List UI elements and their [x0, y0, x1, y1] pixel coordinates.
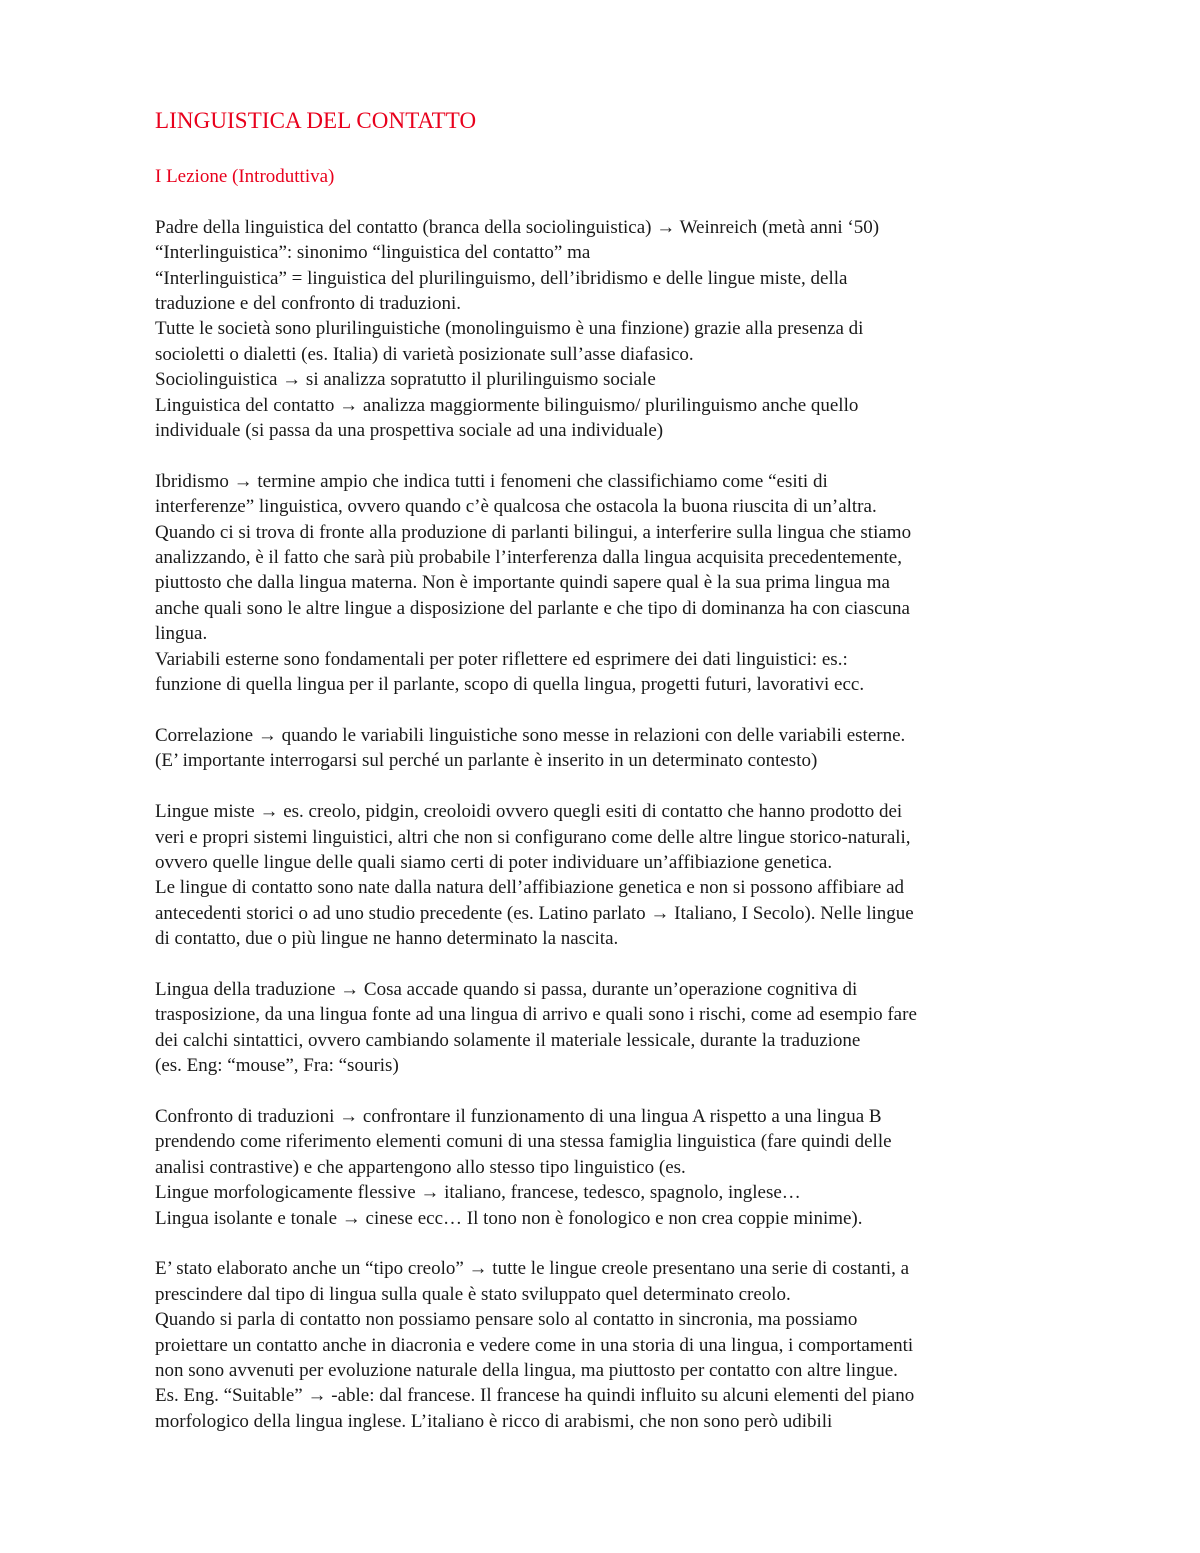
text-line: analisi contrastive) e che appartengono allo stesso tipo linguistico (es.	[155, 1156, 686, 1178]
text-line: Lingua della traduzione → Cosa accade quando si passa, durante un’operazione cognitiva di	[155, 978, 858, 1000]
text-line: Linguistica del contatto → analizza maggiormente bilinguismo/ plurilinguismo anche quello	[155, 394, 859, 416]
text-line: Le lingue di contatto sono nate dalla natura dell’affibiazione genetica e non si possono affibiare ad	[155, 877, 905, 899]
text-line: non sono avvenuti per evoluzione naturale della lingua, ma piuttosto per contatto con altre lingue.	[155, 1359, 898, 1381]
text-line: anche quali sono le altre lingue a disposizione del parlante e che tipo di dominanza ha con ciascuna	[155, 597, 910, 619]
text-line: piuttosto che dalla lingua materna. Non è importante quindi sapere qual è la sua prima lingua ma	[155, 572, 890, 594]
text-line: prescindere dal tipo di lingua sulla quale è stato sviluppato quel determinato creolo.	[155, 1283, 791, 1305]
text-line: traduzione e del confronto di traduzioni.	[155, 293, 462, 315]
text-line: Quando si parla di contatto non possiamo pensare solo al contatto in sincronia, ma possiamo	[155, 1309, 858, 1331]
text-line: analizzando, è il fatto che sarà più probabile l’interferenza dalla lingua acquisita precedentemente,	[155, 547, 902, 569]
text-line: prendendo come riferimento elementi comuni di una stessa famiglia linguistica (fare quindi delle	[155, 1131, 892, 1153]
text-line: veri e propri sistemi linguistici, altri che non si configurano come delle altre lingue storico-naturali,	[155, 826, 911, 848]
text-line: ovvero quelle lingue delle quali siamo certi di poter individuare un’affibiazione genetica.	[155, 851, 833, 873]
document-title: LINGUISTICA DEL CONTATTO	[155, 108, 477, 133]
text-line: socioletti o dialetti (es. Italia) di varietà posizionate sull’asse diafasico.	[155, 343, 694, 365]
text-line: dei calchi sintattici, ovvero cambiando solamente il materiale lessicale, durante la traduzione	[155, 1029, 861, 1051]
text-line: Sociolinguistica → si analizza sopratutto il plurilinguismo sociale	[155, 369, 656, 391]
text-line: individuale (si passa da una prospettiva sociale ad una individuale)	[155, 420, 664, 442]
text-line: “Interlinguistica” = linguistica del plurilinguismo, dell’ibridismo e delle lingue miste, della	[155, 267, 848, 289]
paragraph-lingue-miste	[155, 799, 1055, 951]
text-line: Lingua isolante e tonale → cinese ecc… Il tono non è fonologico e non crea coppie minime).	[155, 1207, 863, 1229]
text-line: interferenze” linguistica, ovvero quando c’è qualcosa che ostacola la buona riuscita di un’altra.	[155, 496, 877, 518]
text-line: Variabili esterne sono fondamentali per poter riflettere ed esprimere dei dati linguistici: es.:	[155, 648, 848, 670]
paragraph-confronto	[155, 1104, 1055, 1231]
paragraph-traduzione	[155, 977, 1055, 1079]
paragraph-correlazione	[155, 723, 1055, 774]
paragraph-tipo-creolo	[155, 1256, 1055, 1434]
paragraph-ibridismo	[155, 469, 1055, 698]
text-line: Correlazione → quando le variabili linguistiche sono messe in relazioni con delle variabili esterne.	[155, 724, 906, 746]
text-line: antecedenti storici o ad uno studio precedente (es. Latino parlato → Italiano, I Secolo). Nelle lingue	[155, 902, 914, 924]
text-line: E’ stato elaborato anche un “tipo creolo” → tutte le lingue creole presentano una serie di costanti, a	[155, 1258, 910, 1280]
paragraph-intro	[155, 215, 1055, 444]
text-line: Confronto di traduzioni → confrontare il funzionamento di una lingua A rispetto a una lingua B	[155, 1105, 882, 1127]
text-line: morfologico della lingua inglese. L’italiano è ricco di arabismi, che non sono però udibili	[155, 1410, 833, 1432]
text-line: lingua.	[155, 623, 208, 645]
text-line: Quando ci si trova di fronte alla produzione di parlanti bilingui, a interferire sulla lingua che stiamo	[155, 521, 912, 543]
text-line: funzione di quella lingua per il parlante, scopo di quella lingua, progetti futuri, lavorativi ecc.	[155, 674, 865, 696]
lesson-subtitle: I Lezione (Introduttiva)	[155, 166, 335, 187]
text-line: Lingue morfologicamente flessive → italiano, francese, tedesco, spagnolo, inglese…	[155, 1182, 801, 1204]
text-line: proiettare un contatto anche in diacronia e vedere come in una storia di una lingua, i comportamenti	[155, 1334, 914, 1356]
text-line: “Interlinguistica”: sinonimo “linguistica del contatto” ma	[155, 242, 591, 264]
text-line: Tutte le società sono plurilinguistiche (monolinguismo è una finzione) grazie alla presenza di	[155, 318, 864, 340]
text-line: trasposizione, da una lingua fonte ad una lingua di arrivo e quali sono i rischi, come ad esempio fare	[155, 1004, 917, 1026]
text-line: (E’ importante interrogarsi sul perché un parlante è inserito in un determinato contesto)	[155, 750, 818, 772]
text-line: di contatto, due o più lingue ne hanno determinato la nascita.	[155, 928, 619, 950]
text-line: Padre della linguistica del contatto (branca della sociolinguistica) → Weinreich (metà anni ‘50)	[155, 216, 880, 238]
document-body	[155, 106, 1055, 1460]
text-line: Es. Eng. “Suitable” → -able: dal francese. Il francese ha quindi influito su alcuni elementi del piano	[155, 1385, 915, 1407]
text-line: Ibridismo → termine ampio che indica tutti i fenomeni che classifichiamo come “esiti di	[155, 470, 828, 492]
text-line: Lingue miste → es. creolo, pidgin, creoloidi ovvero quegli esiti di contatto che hanno prodotto dei	[155, 801, 903, 823]
text-line: (es. Eng: “mouse”, Fra: “souris)	[155, 1055, 399, 1077]
